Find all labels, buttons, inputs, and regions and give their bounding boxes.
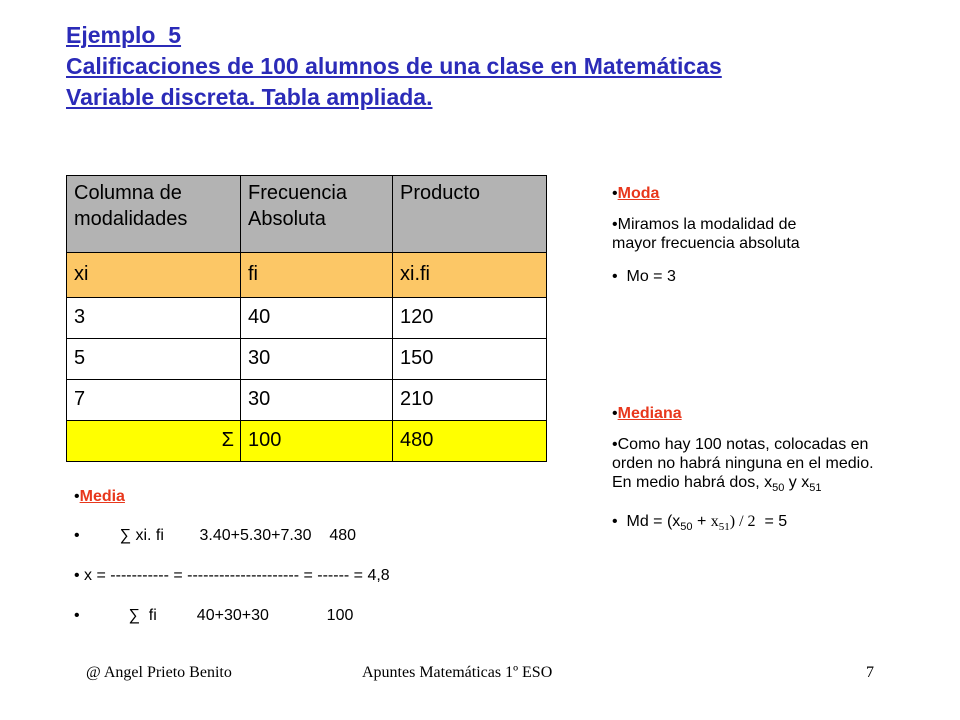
moda-section: •Moda •Miramos la modalidad de mayor frecuencia absoluta • Mo = 3	[612, 185, 800, 285]
moda-text: Miramos la modalidad de mayor frecuencia absoluta	[612, 216, 800, 252]
table-cell: 5	[67, 339, 241, 380]
page-number: 7	[866, 664, 874, 681]
sum-symbol-cell: Σ	[67, 421, 241, 462]
table-cell: 150	[393, 339, 547, 380]
table-cell: 120	[393, 298, 547, 339]
table-cell: 210	[393, 380, 547, 421]
header-cell: Columna de modalidades	[67, 176, 241, 253]
symbol-cell: xi.fi	[393, 253, 547, 298]
title-line-1: Ejemplo_5	[66, 22, 182, 48]
total-cell: 100	[241, 421, 393, 462]
subscript: 50	[680, 521, 693, 534]
footer-subject: Apuntes Matemáticas 1º ESO	[362, 664, 553, 681]
moda-heading: Moda	[617, 185, 660, 202]
table-header-row	[67, 176, 547, 253]
media-heading: Media	[79, 488, 125, 505]
header-cell: Frecuencia Absoluta	[241, 176, 393, 253]
footer-author: @ Angel Prieto Benito	[86, 664, 232, 681]
total-cell: 480	[393, 421, 547, 462]
table-row	[67, 298, 547, 339]
title-line-2: Calificaciones de 100 alumnos de una clase en Matemáticas	[66, 53, 722, 79]
media-denominator: ∑ fi 40+30+30 100	[128, 607, 354, 624]
frequency-table	[66, 175, 547, 462]
mediana-result-end: ) / 2	[729, 513, 756, 531]
table-cell: 3	[67, 298, 241, 339]
mediana-text: Como hay 100 notas, colocadas en orden no habrá ninguna en el medio. En medio habrá dos, x	[612, 436, 874, 491]
symbol-cell: xi	[67, 253, 241, 298]
x-variable: x	[710, 513, 719, 531]
table-cell: 40	[241, 298, 393, 339]
page-title	[66, 20, 722, 113]
table-cell: 30	[241, 380, 393, 421]
subscript: 51	[718, 521, 730, 534]
plus-sign: +	[692, 513, 711, 531]
table-cell: 7	[67, 380, 241, 421]
subscript: 50	[772, 482, 785, 495]
table-total-row	[67, 421, 547, 462]
media-formula: x = ----------- = --------------------- = ------ = 4,8	[84, 567, 390, 584]
moda-result: Mo = 3	[626, 268, 676, 285]
table-symbol-row	[67, 253, 547, 298]
symbol-cell: fi	[241, 253, 393, 298]
media-numerator: ∑ xi. fi 3.40+5.30+7.30 480	[119, 527, 357, 544]
table-cell: 30	[241, 339, 393, 380]
mediana-section: •Mediana •Como hay 100 notas, colocadas en orden no habrá ninguna en el medio. En medio habrá dos, $x_{50}$ y $x_{51}$ • $Md = (x_{50} + x_{51}) / 2 = 5$	[612, 405, 874, 534]
mediana-result: Md = (x	[626, 513, 681, 531]
subscript: 51	[809, 482, 822, 495]
title-line-3: Variable discreta. Tabla ampliada.	[66, 84, 433, 110]
table-row	[67, 380, 547, 421]
table-row	[67, 339, 547, 380]
header-cell: Producto	[393, 176, 547, 253]
mediana-text-mid: y x	[784, 474, 810, 491]
mediana-heading: Mediana	[617, 405, 682, 422]
mediana-result-value: = 5	[764, 513, 788, 531]
